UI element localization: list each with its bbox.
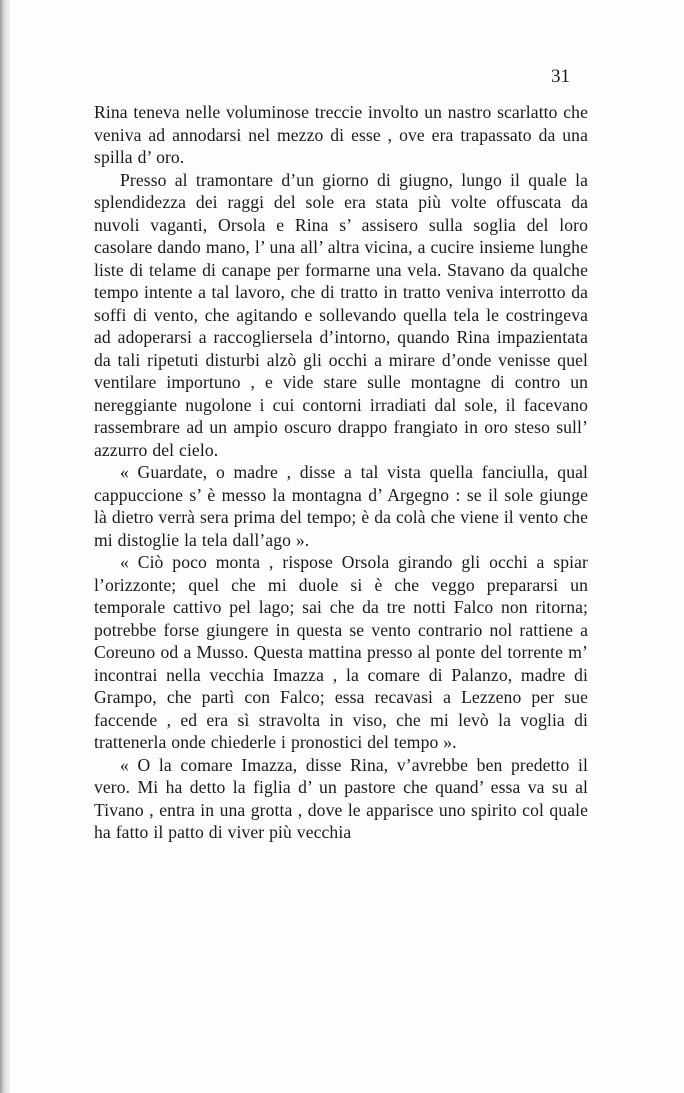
paragraph-5: « O la comare Imazza, disse Rina, v’avrebbe ben predetto il vero. Mi ha detto la figlia d’ un pastore che quand’ essa va su al Tivano , entra in una grotta , dove le apparisce uno spirito col quale ha fatto il patto di viver più vecchia	[94, 754, 588, 842]
page-number: 31	[551, 66, 570, 87]
paragraph-2: Presso al tramontare d’un giorno di giugno, lungo il quale la splendidezza dei raggi del sole era stata più volte offuscata da nuvoli vaganti, Orsola e Rina s’ assisero sulla soglia del loro casolare dando mano, l’ una all’ altra vicina, a cucire insieme lunghe liste di telame di canape per formarne una vela. Stavano da qualche tempo intente a tal lavoro, che di tratto in tratto veniva interrotto da soffi di vento, che agitando e sollevando quella tela le costringeva ad adoperarsi a raccogliersela d’intorno, quando Rina impazientata da tali ripetuti disturbi alzò gli occhi a mirare d’onde venisse quel ventilare importuno , e vide stare sulle montagne di contro un nereggiante nugolone i cui contorni irradiati dal sole, il facevano rassembrare ad un ampio oscuro drappo frangiato in oro steso sull’ azzurro del cielo.	[94, 169, 588, 460]
page-binding-edge	[0, 0, 10, 1093]
paragraph-4: « Ciò poco monta , rispose Orsola girando gli occhi a spiar l’orizzonte; quel che mi duole si è che veggo prepararsi un temporale cattivo pel lago; sai che da tre notti Falco non ritorna; potrebbe forse giungere in questa se vento contrario nol rattiene a Coreuno od a Musso. Questa mattina presso al ponte del torrente m’ incontrai nella vecchia Imazza , la comare di Palanzo, madre di Grampo, che partì con Falco; essa recavasi a Lezzeno per sue faccende , ed era sì stravolta in viso, che mi levò la voglia di trattenerla onde chiederle i pronostici del tempo ».	[94, 552, 588, 752]
paragraph-1: Rina teneva nelle voluminose treccie involto un nastro scarlatto che veniva ad annodarsi nel mezzo di esse , ove era trapassato da una spilla d’ oro.	[94, 102, 588, 167]
paragraph-3: « Guardate, o madre , disse a tal vista quella fanciulla, qual cappuccione s’ è messo la montagna d’ Argegno : se il sole giunge là dietro verrà sera prima del tempo; è da colà che viene il vento che mi distoglie la tela dall’ago ».	[94, 462, 588, 550]
body-text	[94, 101, 588, 844]
